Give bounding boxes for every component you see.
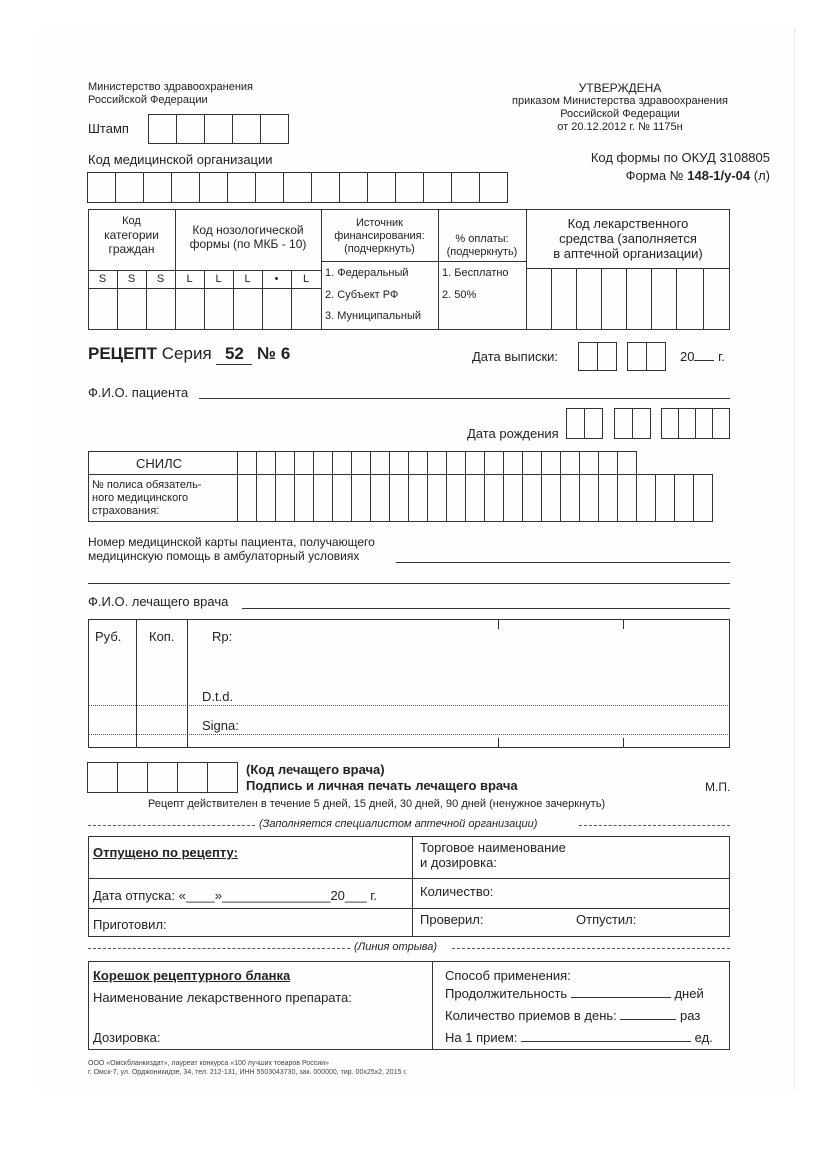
category-head-1: Код	[122, 215, 141, 227]
tear-line-label: (Линия отрыва)	[354, 941, 438, 953]
stamp-label: Штамп	[88, 121, 129, 136]
issue-year-suffix: г.	[718, 349, 725, 364]
issue-month-cells[interactable]	[628, 342, 666, 371]
trade-name-1: Торговое наименование	[420, 840, 566, 855]
pharmacy-divider-label: (Заполняется специалистом аптечной организации)	[259, 818, 538, 830]
policy-label-3: страхования:	[92, 505, 160, 517]
stub-method: Способ применения:	[445, 968, 571, 983]
form-number-suffix: (л)	[750, 168, 770, 183]
stub-duration[interactable]	[445, 986, 704, 1001]
drug-code-head-1: Код лекарственного	[567, 216, 689, 231]
approved-title: УТВЕРЖДЕНА	[578, 81, 662, 95]
financing-option-2[interactable]: 2. Субъект РФ	[325, 289, 399, 301]
ministry-line-1: Министерство здравоохранения	[88, 81, 253, 93]
nosology-head	[175, 223, 321, 251]
recipe-number[interactable]: № 6	[257, 344, 291, 363]
birth-label: Дата рождения	[467, 426, 559, 441]
quantity-label: Количество:	[420, 884, 494, 899]
stub-times-per-day[interactable]	[445, 1008, 700, 1023]
nosology-head-1: Код нозологической	[192, 223, 304, 237]
policy-label	[92, 479, 201, 518]
kop-label: Коп.	[149, 629, 175, 644]
nosology-letter-2: L	[215, 273, 222, 285]
card-line[interactable]	[396, 562, 730, 563]
payment-option-1[interactable]: 1. Бесплатно	[442, 267, 509, 279]
nosology-letter-1: L	[186, 273, 193, 285]
stub-times-label: Количество приемов в день:	[445, 1008, 617, 1023]
policy-label-1: № полиса обязатель-	[92, 479, 202, 491]
stub-per-dose-label: На 1 прием:	[445, 1030, 518, 1045]
prepared-label: Приготовил:	[93, 917, 167, 932]
stub-drug-name: Наименование лекарственного препарата:	[93, 990, 352, 1005]
recipe-title: РЕЦЕПТ	[88, 344, 158, 363]
trade-name-2: и дозировка:	[420, 855, 497, 870]
form-number-value: 148-1/у-04	[687, 168, 751, 183]
approved-line-2: приказом Министерства здравоохранения	[512, 95, 728, 107]
category-head-3: граждан	[108, 242, 155, 256]
rp-label: Rp:	[212, 629, 233, 644]
doctor-line[interactable]	[242, 608, 730, 609]
financing-head	[321, 217, 438, 256]
checked-label: Проверил:	[420, 912, 484, 927]
ministry-name	[88, 81, 253, 107]
mp-label: М.П.	[705, 780, 731, 794]
snils-cells[interactable]	[238, 451, 637, 475]
footer-line-2: г. Омск-7, ул. Орджоникидзе, 34, тел. 212-131, ИНН 5503043730, зак. 000000, тир. 00х25х2, 2015 г.	[88, 1069, 408, 1076]
payment-head	[438, 233, 526, 259]
issue-day-cells[interactable]	[579, 342, 617, 371]
approved-line-4: от 20.12.2012 г. № 1175н	[557, 121, 683, 133]
financing-head-3: (подчеркнуть)	[344, 243, 415, 255]
rx-box[interactable]	[88, 619, 730, 748]
signature-label: Подпись и личная печать лечащего врача	[246, 778, 518, 793]
drug-code-head-3: в аптечной организации)	[553, 246, 703, 261]
card-line-2[interactable]	[88, 583, 730, 584]
birth-month-cells[interactable]	[615, 408, 651, 439]
trade-name-label	[420, 840, 566, 870]
rub-label: Руб.	[95, 629, 122, 644]
category-letter-3: S	[156, 273, 165, 285]
nosology-letter-5: L	[302, 273, 310, 285]
payment-head-1: % оплаты:	[455, 233, 509, 245]
stub-times-unit: раз	[680, 1008, 701, 1023]
stub-dosage: Дозировка:	[93, 1030, 161, 1045]
category-letter-1: S	[98, 273, 107, 285]
approved-line-3: Российской Федерации	[560, 108, 680, 120]
card-label	[88, 535, 375, 563]
nosology-letter-4: •	[274, 273, 279, 285]
dispense-date[interactable]: Дата отпуска: «____»_______________20___ г.	[93, 888, 377, 903]
doctor-code-label: (Код лечащего врача)	[246, 762, 385, 777]
snils-label: СНИЛС	[136, 456, 183, 471]
form-number	[470, 168, 770, 183]
series-label: Серия	[161, 344, 212, 363]
doctor-code-cells[interactable]	[88, 762, 238, 793]
form-number-prefix: Форма №	[625, 168, 688, 183]
released-label: Отпустил:	[576, 912, 637, 927]
issue-date-label: Дата выписки:	[472, 349, 559, 364]
category-head	[88, 215, 175, 256]
issue-year-prefix: 20	[680, 349, 695, 364]
stamp-cells[interactable]	[149, 114, 289, 144]
card-label-1: Номер медицинской карты пациента, получающего	[88, 535, 375, 549]
series-value[interactable]: 52	[216, 344, 252, 365]
nosology-letter-3: L	[244, 273, 251, 285]
financing-option-3[interactable]: 3. Муниципальный	[325, 310, 422, 322]
prescription-form	[38, 28, 795, 1090]
birth-day-cells[interactable]	[567, 408, 603, 439]
payment-option-2[interactable]: 2. 50%	[442, 289, 477, 301]
category-letter-2: S	[127, 273, 136, 285]
drug-code-head	[526, 216, 730, 261]
financing-head-2: финансирования:	[334, 230, 425, 242]
stub-duration-unit: дней	[674, 986, 704, 1001]
financing-option-1[interactable]: 1. Федеральный	[325, 267, 409, 279]
org-code-cells[interactable]	[88, 172, 508, 203]
stub-per-dose[interactable]	[445, 1030, 713, 1045]
footer-line-1: ООО «Омскбланкиздат», лауреат конкурса «100 лучших товаров России»	[88, 1060, 329, 1067]
signa-label: Signa:	[202, 718, 239, 733]
org-code-label: Код медицинской организации	[88, 152, 273, 167]
nosology-head-2: формы (по МКБ - 10)	[189, 237, 307, 251]
validity-text[interactable]: Рецепт действителен в течение 5 дней, 15 дней, 30 дней, 90 дней (ненужное зачеркнуть)	[148, 798, 606, 810]
financing-head-1: Источник	[356, 217, 403, 229]
printer-footer	[88, 1059, 407, 1077]
birth-year-cells[interactable]	[662, 408, 730, 439]
drug-code-head-2: средства (заполняется	[559, 231, 697, 246]
card-label-2: медицинскую помощь в амбулаторный условиях	[88, 549, 360, 563]
stub-per-dose-unit: ед.	[694, 1030, 713, 1045]
patient-line[interactable]	[199, 398, 730, 399]
policy-cells[interactable]	[238, 474, 713, 522]
approval-block	[470, 81, 770, 134]
dtd-label: D.t.d.	[202, 689, 234, 704]
patient-label: Ф.И.О. пациента	[88, 385, 189, 400]
stub-duration-label: Продолжительность	[445, 986, 568, 1001]
payment-head-2: (подчеркнуть)	[446, 246, 518, 258]
category-head-2: категории	[104, 228, 159, 242]
okud-code: Код формы по ОКУД 3108805	[590, 150, 770, 165]
issue-year[interactable]	[680, 349, 725, 364]
recipe-title-line	[88, 344, 290, 365]
policy-label-2: ного медицинского	[92, 492, 189, 504]
doctor-label: Ф.И.О. лечащего врача	[88, 594, 229, 609]
stub-title: Корешок рецептурного бланка	[93, 968, 291, 983]
ministry-line-2: Российской Федерации	[88, 94, 208, 106]
dispensed-label: Отпущено по рецепту:	[93, 845, 238, 860]
